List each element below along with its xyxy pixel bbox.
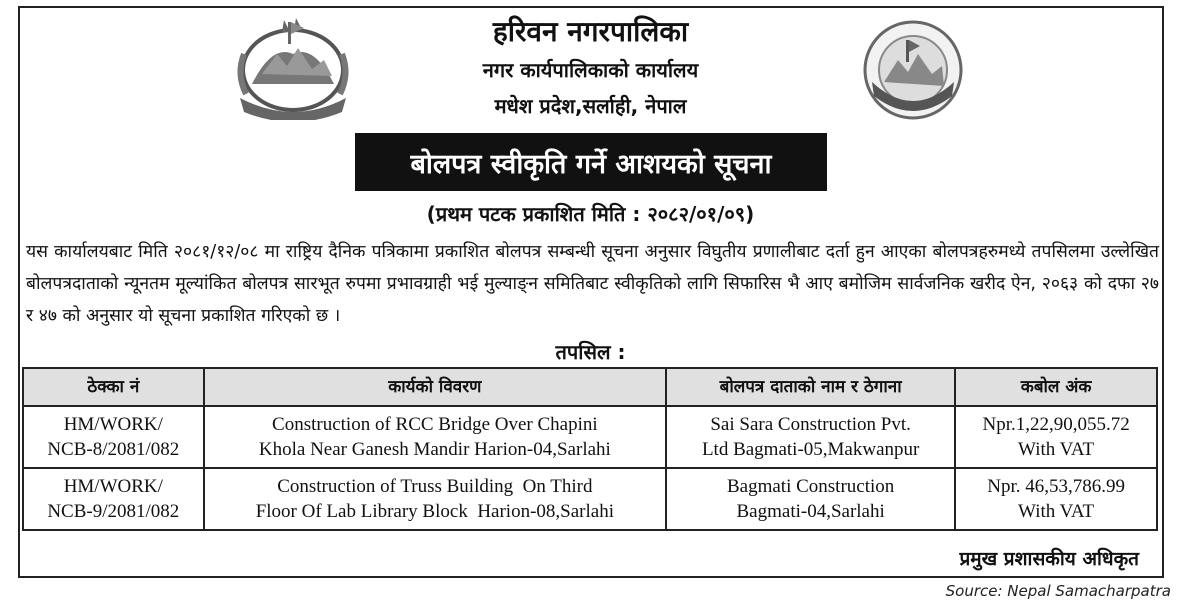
contract-no-line: HM/WORK/ [63,414,163,435]
bids-table [22,367,1158,531]
col-header-work: कार्यको विवरण [204,368,666,406]
amount-line: Npr. 46,53,786.99 [987,476,1125,497]
amount-cell [955,468,1157,530]
work-description-line: Khola Near Ganesh Mandir Harion-04,Sarlahi [258,439,611,460]
publish-date: (प्रथम पटक प्रकाशित मिति : २०८२/०१/०९) [426,202,755,226]
bidder-cell [666,406,955,468]
contract-no-cell [23,406,204,468]
contract-no-line: NCB-9/2081/082 [47,501,180,522]
office-name: हरिवन नगरपालिका [492,15,689,48]
bidder-cell [666,468,955,530]
schedule-heading: तपसिल : [555,340,626,364]
amount-vat-line: With VAT [1018,501,1095,522]
contract-no-line: HM/WORK/ [63,476,163,497]
work-description-cell [204,406,666,468]
col-header-contract: ठेक्का नं [23,368,204,406]
notice-title: बोलपत्र स्वीकृति गर्ने आशयको सूचना [355,133,827,191]
work-description-cell [204,468,666,530]
bidder-line: Bagmati-04,Sarlahi [736,501,885,522]
col-header-amount: कबोल अंक [955,368,1157,406]
source-credit: Source: Nepal Samacharpatra [945,582,1171,600]
office-address: मधेश प्रदेश,सर्लाही, नेपाल [494,94,687,118]
table-row [23,406,1157,468]
bidder-line: Ltd Bagmati-05,Makwanpur [701,439,920,460]
amount-line: Npr.1,22,90,055.72 [982,414,1130,435]
amount-cell [955,406,1157,468]
work-description-line: Construction of RCC Bridge Over Chapini [272,414,598,435]
contract-no-line: NCB-8/2081/082 [47,439,180,460]
contract-no-cell [23,468,204,530]
amount-vat-line: With VAT [1018,439,1095,460]
office-sub-title: नगर कार्यपालिकाको कार्यालय [482,58,699,82]
col-header-bidder: बोलपत्र दाताको नाम र ठेगाना [666,368,955,406]
bidder-line: Sai Sara Construction Pvt. [710,414,911,435]
table-row [23,468,1157,530]
table-header-row [23,368,1157,406]
signatory-title: प्रमुख प्रशासकीय अधिकृत [959,548,1139,570]
bidder-line: Bagmati Construction [726,476,895,497]
notice-body: यस कार्यालयबाट मिति २०८१/१२/०८ मा राष्ट्रिय दैनिक पत्रिकामा प्रकाशित बोलपत्र सम्बन्धी सूचना अनुसार विघुतीय प्रणालीबाट दर्ता हुन आएका बोलपत्रहरुमध्ये तपसिलमा उल्लेखित बोलपत्रदाताको न्यूनतम मूल्यांकित बोलपत्र सारभूत रुपमा प्रभावग्राही भई मुल्याङ्न समितिबाट स्वीकृतिको लागि सिफारिस भै आए बमोजिम सार्वजनिक खरीद ऐन, २०६३ को दफा २७ र ४७ को अनुसार यो सूचना प्रकाशित गरिएको छ । [26,242,1159,326]
work-description-line: Construction of Truss Building On Third [277,476,593,497]
work-description-line: Floor Of Lab Library Block Harion-08,Sarlahi [255,501,614,522]
